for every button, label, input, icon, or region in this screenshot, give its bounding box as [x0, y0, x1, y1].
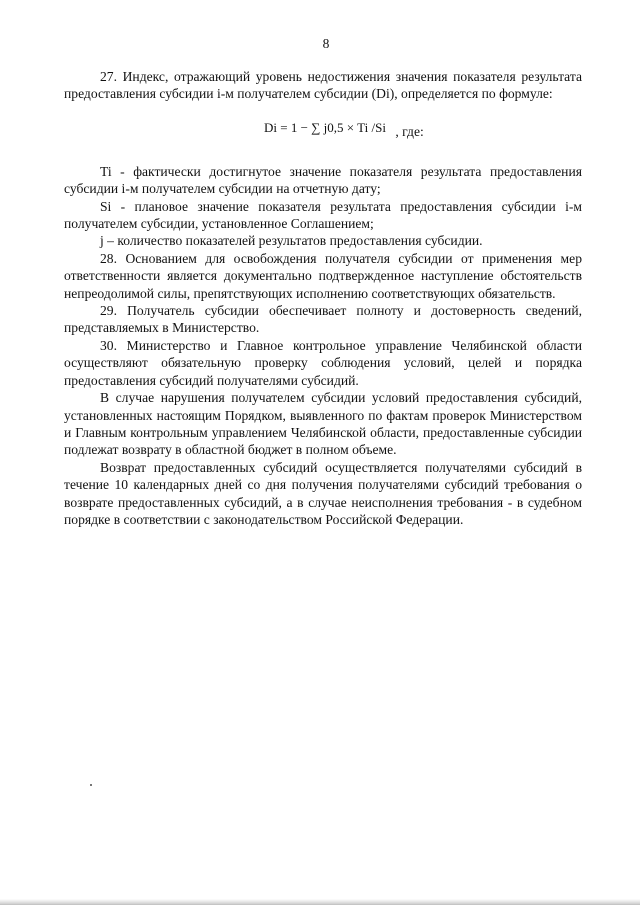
document-body [64, 68, 582, 528]
scan-speck [90, 784, 92, 786]
scan-bottom-edge [0, 899, 640, 905]
definition-t: Ti - фактически достигнутое значение показателя результата предоставления субсидии i-м получателем субсидии на отчетную дату; [64, 163, 582, 197]
formula-where-label: , где: [395, 123, 424, 139]
paragraph-29: 29. Получатель субсидии обеспечивает полноту и достоверность сведений, представляемых в Министерство. [64, 303, 582, 336]
paragraph-violation: В случае нарушения получателем субсидии условий предоставления субсидий, установленных настоящим Порядком, выявленного по фактам проверок Министерством и Главным контрольным управлением Челябинской области, предоставленные субсидии подлежат возврату в областной бюджет в полном объеме. [64, 390, 582, 458]
definition-s: Si - плановое значение показателя результата предоставления субсидии i-м получателем субсидии, установленное Соглашением; [64, 198, 582, 232]
definition-j: j – количество показателей результатов предоставления субсидии. [100, 233, 483, 249]
formula-expression: Di = 1 − ∑ j0,5 × Ti /Si [264, 119, 386, 135]
formula [64, 119, 582, 141]
page-number: 8 [322, 36, 330, 51]
paragraph-27: 27. Индекс, отражающий уровень недостижения значения показателя результата предоставления субсидии i-м получателем субсидии (Di), определяется по формуле: [64, 69, 582, 102]
paragraph-30: 30. Министерство и Главное контрольное управление Челябинской области осуществляют обязательную проверку соблюдения условий, целей и порядка предоставления субсидий получателями субсидий. [64, 337, 582, 388]
paragraph-28: 28. Основанием для освобождения получателя субсидии от применения мер ответственности является документально подтвержденное наступление обстоятельств непреодолимой силы, препятствующих исполнению соответствующих обязательств. [64, 250, 582, 301]
paragraph-refund: Возврат предоставленных субсидий осуществляется получателями субсидий в течение 10 календарных дней со дня получения получателями субсидий требования о возврате предоставленных субсидий, а в случае неисполнения требования - в судебном порядке в соответствии с законодательством Российской Федерации. [64, 459, 582, 527]
